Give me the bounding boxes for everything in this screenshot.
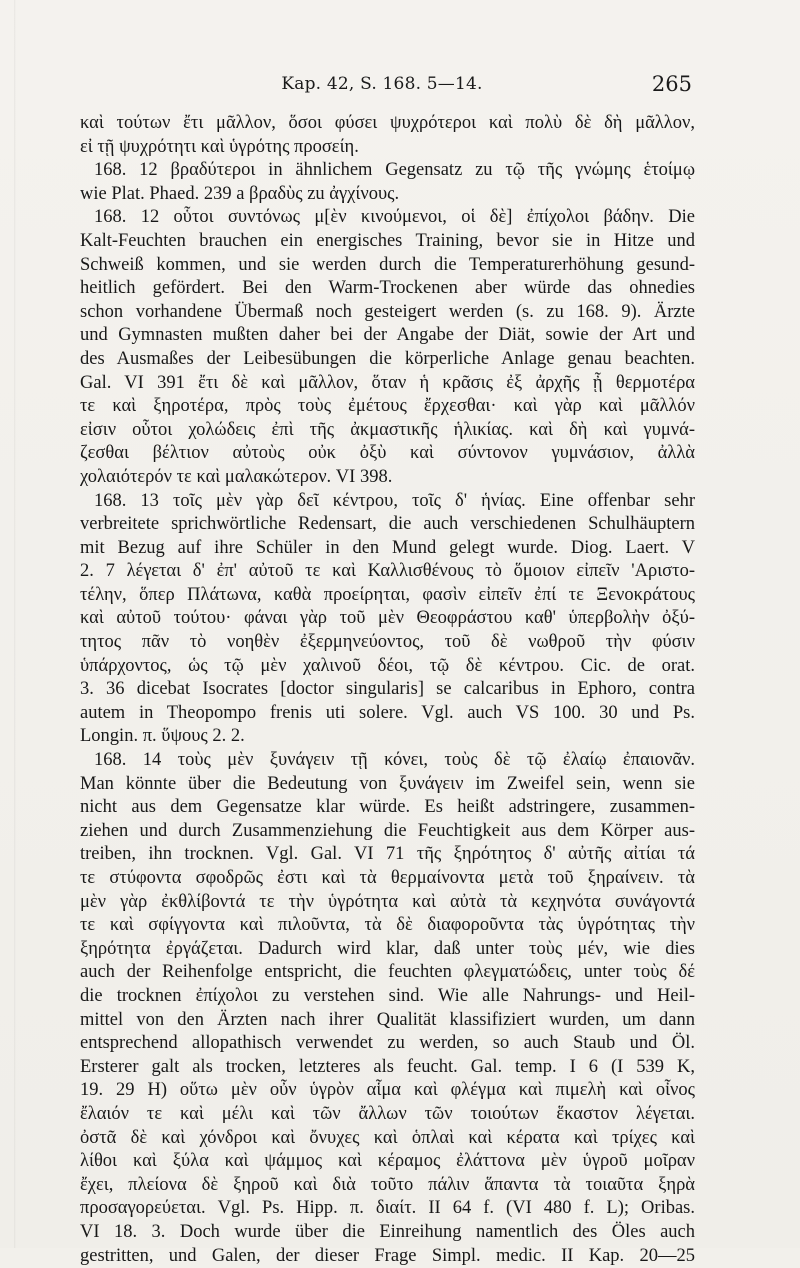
text-line: χολαιότερόν τε καὶ μαλακώτερον. VI 398. [80, 466, 695, 490]
text-line: ἔχει, πλείονα δὲ ξηροῦ καὶ διὰ τοῦτο πάλιν ἅπαντα τὰ τοιαῦτα ξηρὰ [80, 1174, 695, 1198]
text-line: heitlich gefördert. Bei den Warm-Trockenen aber würde das ohnedies [80, 277, 695, 301]
text-line: 168. 12 βραδύτεροι in ähnlichem Gegensatz zu τῷ τῆς γνώμης ἑτοίμῳ [80, 159, 695, 183]
page-number: 265 [652, 72, 692, 96]
text-line: τε καὶ ξηροτέρα, πρὸς τοὺς ἐμέτους ἔρχεσθαι· καὶ γὰρ καὶ μᾶλλόν [80, 395, 695, 419]
text-line: 168. 14 τοὺς μὲν ξυνάγειν τῇ κόνει, τοὺς δὲ τῷ ἐλαίῳ ἐπαιονᾶν. [80, 749, 695, 773]
text-line: autem in Theopompo frenis uti solere. Vgl. auch VS 100. 30 und Ps. [80, 702, 695, 726]
text-line: verbreitete sprichwörtliche Redensart, die auch verschiedenen Schulhäuptern [80, 513, 695, 537]
text-line: μὲν γὰρ ἐκθλίβοντά τε τὴν ὑγρότητα καὶ αὐτὰ τὰ κεχηνότα συνάγοντά [80, 891, 695, 915]
text-line: εἰ τῇ ψυχρότητι καὶ ὑγρότης προσείη. [80, 136, 695, 160]
text-line: ξηρότητα ἐργάζεται. Dadurch wird klar, daß unter τοὺς μέν, wie dies [80, 938, 695, 962]
text-line: προσαγορεύεται. Vgl. Ps. Hipp. π. διαίτ. II 64 f. (VI 480 f. L); Oribas. [80, 1197, 695, 1221]
text-line: des Ausmaßes der Leibesübungen die körperliche Anlage genau beachten. [80, 348, 695, 372]
text-line: ὀστᾶ δὲ καὶ χόνδροι καὶ ὄνυχες καὶ ὁπλαὶ καὶ κέρατα καὶ τρίχες καὶ [80, 1127, 695, 1151]
text-line: τέλην, ὅπερ Πλάτωνα, καθὰ προείρηται, φασὶν εἰπεῖν ἐπί τε Ξενοκράτους [80, 584, 695, 608]
text-line: und Gymnasten mußten daher bei der Angabe der Diät, sowie der Art und [80, 324, 695, 348]
commentary-text [80, 112, 695, 1268]
text-line: ζεσθαι βέλτιον αὐτοὺς οὐκ ὀξὺ καὶ σύντονον γυμνάσιον, ἀλλὰ [80, 442, 695, 466]
text-line: ziehen und durch Zusammenziehung die Feuchtigkeit aus dem Körper aus- [80, 820, 695, 844]
text-line: entsprechend allopathisch verwendet zu werden, so auch Staub und Öl. [80, 1032, 695, 1056]
text-line: ὑπάρχοντος, ὡς τῷ μὲν χαλινοῦ δέοι, τῷ δὲ κέντρου. Cic. de orat. [80, 655, 695, 679]
text-line: καὶ τούτων ἔτι μᾶλλον, ὅσοι φύσει ψυχρότεροι καὶ πολὺ δὲ δὴ μᾶλλον, [80, 112, 695, 136]
text-line: τε στύφοντα σφοδρῶς ἐστι καὶ τὰ θερμαίνοντα μετὰ τοῦ ξηραίνειν. τὰ [80, 867, 695, 891]
text-line: καὶ αὐτοῦ τούτου· φάναι γὰρ τοῦ μὲν Θεοφράστου καθ' ὑπερβολὴν ὀξύ- [80, 607, 695, 631]
text-line: mittel von den Ärzten nach ihrer Qualität klassifiziert wurden, um dann [80, 1009, 695, 1033]
page-fold-shadow [14, 0, 16, 1248]
text-line: Schweiß kommen, und sie werden durch die Temperaturerhöhung gesund- [80, 254, 695, 278]
text-line: auch der Reihenfolge entspricht, die feuchten φλεγματώδεις, unter τοὺς δέ [80, 961, 695, 985]
text-line: Man könnte über die Bedeutung von ξυνάγειν im Zweifel sein, wenn sie [80, 773, 695, 797]
text-line: nicht aus dem Gegensatze klar würde. Es heißt adstringere, zusammen- [80, 796, 695, 820]
text-line: wie Plat. Phaed. 239 a βραδὺς zu ἀγχίνους. [80, 183, 695, 207]
running-head: Kap. 42, S. 168. 5—14. [72, 74, 692, 94]
text-line: schon vorhandene Übermaß noch gesteigert werden (s. zu 168. 9). Ärzte [80, 301, 695, 325]
text-line: Ersterer galt als trocken, letzteres als feucht. Gal. temp. I 6 (I 539 K, [80, 1056, 695, 1080]
text-line: τε καὶ σφίγγοντα καὶ πιλοῦντα, τὰ δὲ διαφοροῦντα τὰς ὑγρότητας τὴν [80, 914, 695, 938]
text-line: 168. 13 τοῖς μὲν γὰρ δεῖ κέντρου, τοῖς δ' ἡνίας. Eine offenbar sehr [80, 490, 695, 514]
text-line: 2. 7 λέγεται δ' ἐπ' αὐτοῦ τε καὶ Καλλισθένους τὸ ὅμοιον εἰπεῖν 'Αριστο- [80, 560, 695, 584]
text-line: treiben, ihn trocknen. Vgl. Gal. VI 71 τῆς ξηρότητος δ' αὐτῆς αἰτίαι τά [80, 843, 695, 867]
text-line: VI 18. 3. Doch wurde über die Einreihung namentlich des Öles auch [80, 1221, 695, 1245]
text-line: λίθοι καὶ ξύλα καὶ ψάμμος καὶ κέραμος ἐλάττονα μὲν ὑγροῦ μοῖραν [80, 1150, 695, 1174]
text-line: ἔλαιόν τε καὶ μέλι καὶ τῶν ἄλλων τῶν τοιούτων ἕκαστον λέγεται. [80, 1103, 695, 1127]
text-line: die trocknen ἐπίχολοι zu verstehen sind. Wie alle Nahrungs- und Heil- [80, 985, 695, 1009]
text-line: εἰσιν οὗτοι χολώδεις ἐπὶ τῆς ἀκμαστικῆς ἡλικίας. καὶ δὴ καὶ γυμνά- [80, 419, 695, 443]
text-line: τητος πᾶν τὸ νοηθὲν ἐξερμηνεύοντος, τοῦ δὲ νωθροῦ τὴν φύσιν [80, 631, 695, 655]
page-header [72, 72, 692, 102]
text-line: mit Bezug auf ihre Schüler in den Mund gelegt wurde. Diog. Laert. V [80, 537, 695, 561]
text-line: gestritten, und Galen, der dieser Frage Simpl. medic. II Kap. 20—25 [80, 1245, 695, 1268]
text-line: 19. 29 H) οὕτω μὲν οὖν ὑγρὸν αἷμα καὶ φλέγμα καὶ πιμελὴ καὶ οἶνος [80, 1079, 695, 1103]
text-line: 3. 36 dicebat Isocrates [doctor singularis] se calcaribus in Ephoro, contra [80, 678, 695, 702]
text-line: Gal. VI 391 ἔτι δὲ καὶ μᾶλλον, ὅταν ἡ κρᾶσις ἐξ ἀρχῆς ᾖ θερμοτέρα [80, 372, 695, 396]
text-line: 168. 12 οὗτοι συντόνως μ[ὲν κινούμενοι, οἱ δὲ] ἐπίχολοι βάδην. Die [80, 206, 695, 230]
text-line: Kalt-Feuchten brauchen ein energisches Training, bevor sie in Hitze und [80, 230, 695, 254]
text-line: Longin. π. ὕψους 2. 2. [80, 725, 695, 749]
